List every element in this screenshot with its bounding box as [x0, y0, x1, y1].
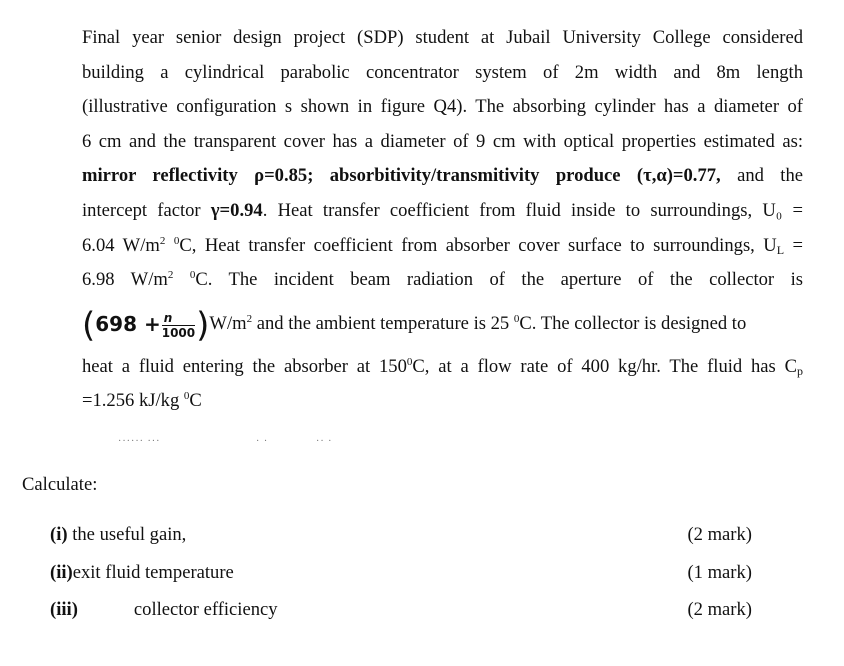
statement-line-5: [82, 159, 803, 194]
scan-artifact: · ·: [256, 436, 269, 447]
line11-post: C: [189, 390, 202, 412]
statement-line-11: [82, 384, 803, 419]
formula-post: and the ambient temperature is 25: [252, 312, 514, 334]
line7-sup: 2: [159, 234, 166, 247]
question-1: [50, 524, 186, 546]
statement-line-2: building a cylindrical parabolic concentrator system of 2m width and 8m length: [82, 61, 803, 83]
line5-rest: and the: [720, 165, 804, 187]
formula-deg: 0: [513, 312, 520, 325]
line7-sub: L: [776, 242, 785, 257]
formula-unit: W/m: [209, 312, 247, 334]
statement-line-4: 6 cm and the transparent cover has a diameter of 9 cm with optical properties estimated as:: [82, 130, 803, 152]
formula-numerator: n: [162, 311, 195, 326]
question-1-mark: (2 mark): [687, 524, 752, 545]
intercept-factor: γ=0.94: [210, 199, 263, 221]
line8-post: C. The incident beam radiation of the aperture of the collector is: [195, 269, 803, 291]
question-number: (iii): [50, 599, 78, 620]
formula-close-paren: ): [196, 305, 210, 346]
formula-base: 698 +: [95, 311, 161, 336]
question-3: [50, 599, 278, 621]
question-2: [50, 562, 234, 584]
statement-line-6: [82, 194, 803, 229]
formula-denominator: 1000: [161, 325, 196, 340]
question-number: (i): [50, 524, 68, 545]
line11-deg: 0: [183, 390, 190, 403]
scan-artifact: ·· ·: [316, 436, 333, 447]
line8-sup: 2: [167, 269, 174, 282]
statement-line-1: Final year senior design project (SDP) student at Jubail University College considered: [82, 27, 803, 48]
question-text: the useful gain,: [72, 524, 187, 545]
line6-post: . Heat transfer coefficient from fluid inside to surroundings, U₀ =: [262, 199, 803, 221]
line7-deg: 0: [173, 234, 180, 247]
statement-line-8: [82, 263, 803, 298]
formula-end: C. The collector is designed to: [519, 312, 747, 334]
question-text: exit fluid temperature: [72, 562, 234, 583]
statement-line-3: (illustrative configuration s shown in figure Q4). The absorbing cylinder has a diameter of: [82, 96, 803, 118]
line7-post: C, Heat transfer coefficient from absorber cover surface to surroundings, U: [179, 234, 777, 256]
statement-line-10: [82, 350, 803, 385]
formula-unit-sup: 2: [246, 312, 253, 325]
statement-line-7: [82, 229, 803, 264]
line10-pre: heat a fluid entering the absorber at 150: [82, 355, 407, 377]
calculate-label: Calculate:: [22, 474, 98, 495]
question-text: collector efficiency: [133, 599, 278, 620]
line6-pre: intercept factor: [82, 199, 211, 221]
radiation-formula-line: [82, 298, 803, 350]
line10-deg: 0: [406, 355, 413, 368]
line8-deg: 0: [189, 269, 196, 282]
line8-mid: [173, 269, 189, 290]
question-3-mark: (2 mark): [687, 599, 752, 620]
line10-post: C, at a flow rate of 400 kg/hr. The fluid has C: [412, 355, 797, 377]
line7-end: =: [784, 234, 804, 256]
line8-pre: 6.98 W/m: [82, 269, 168, 291]
problem-statement: [82, 21, 803, 419]
line11-pre: =1.256 kJ/kg: [82, 390, 184, 412]
line7-pre: 6.04 W/m: [82, 234, 160, 256]
question-number: (ii): [50, 562, 73, 583]
line10-sub: p: [797, 363, 803, 378]
formula-fraction: [162, 311, 195, 340]
question-2-mark: (1 mark): [687, 562, 752, 583]
radiation-formula: [82, 298, 209, 352]
scan-artifact: ······ ···: [118, 436, 161, 447]
line7-mid: [165, 235, 173, 256]
optical-properties: mirror reflectivity ρ=0.85; absorbitivity/transmitivity produce (τ,α)=0.77,: [82, 165, 721, 187]
formula-open-paren: (: [82, 305, 96, 346]
